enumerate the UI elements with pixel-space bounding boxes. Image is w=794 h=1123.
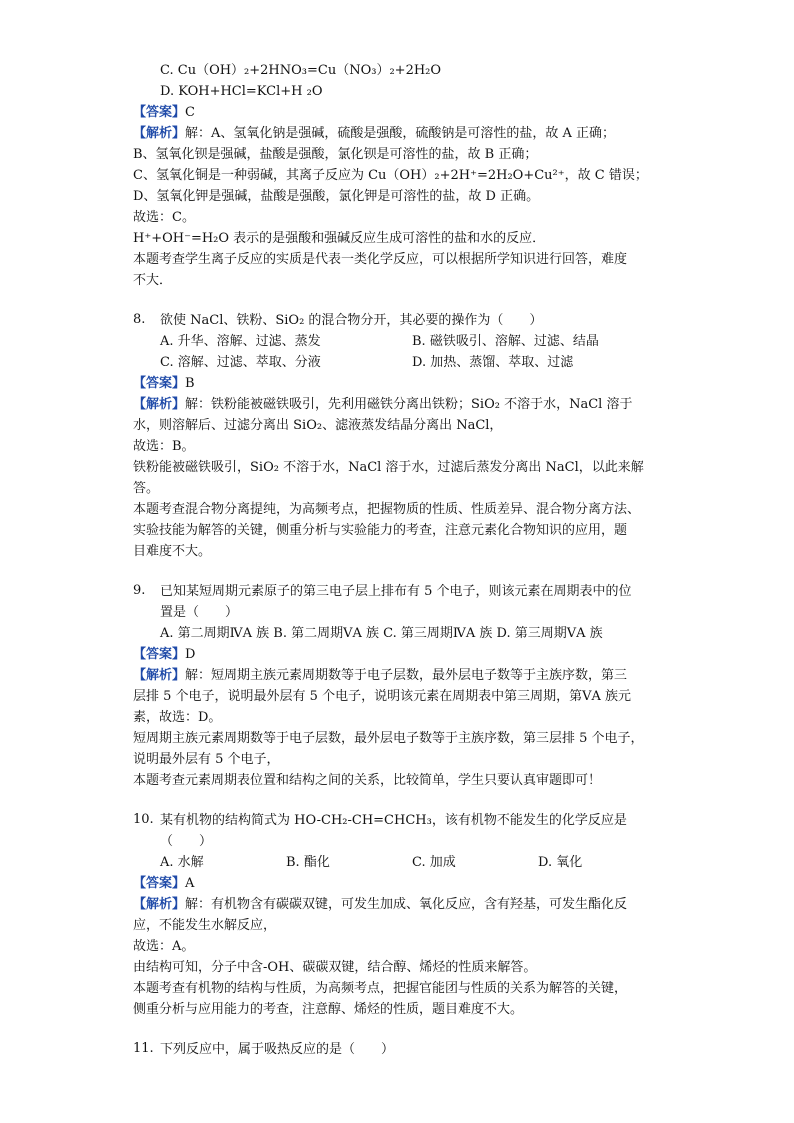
option-c: C. 溶解、过滤、萃取、分液	[160, 355, 321, 370]
analysis-label: 【解析】	[133, 668, 186, 683]
analysis-line: 水，则溶解后、过滤分离出 SiO₂、滤液蒸发结晶分离出 NaCl，	[133, 418, 503, 433]
analysis-line: 【解析】解：铁粉能被磁铁吸引，先利用磁铁分离出铁粉；SiO₂ 不溶于水，NaCl 溶于	[133, 397, 633, 412]
question-stem: 欲使 NaCl、铁粉、SiO₂ 的混合物分开，其必要的操作为（ ）	[160, 313, 543, 328]
option-c: C. 加成	[412, 855, 456, 870]
analysis-line: 【解析】解：短周期主族元素周期数等于电子层数，最外层电子数等于主族序数，第三	[133, 668, 628, 683]
answer-value: D	[185, 647, 196, 662]
option-d: D. 氧化	[538, 855, 583, 870]
question-stem: （ ）	[160, 834, 213, 849]
option-c: C. Cu（OH）₂+2HNO₃=Cu（NO₃）₂+2H₂O	[160, 63, 442, 78]
answer-label: 【答案】	[133, 647, 186, 662]
question-number: 8.	[133, 312, 146, 327]
analysis-line: 侧重分析与应用能力的考查，注意醇、烯烃的性质，题目难度不大。	[133, 1002, 524, 1017]
analysis-line: 答。	[133, 481, 160, 496]
answer-line	[133, 646, 195, 664]
answer-label: 【答案】	[133, 105, 186, 120]
analysis-line: B、氢氧化钡是强碱，盐酸是强酸，氯化钡是可溶性的盐，故 B 正确；	[133, 147, 538, 162]
question-stem: 已知某短周期元素原子的第三电子层上排布有 5 个电子，则该元素在周期表中的位	[160, 584, 632, 599]
option-d: D. KOH+HCl=KCl+H ₂O	[160, 84, 323, 99]
analysis-line: 短周期主族元素周期数等于电子层数，最外层电子数等于主族序数，第三层排 5 个电子，	[133, 731, 644, 746]
option-b: B. 磁铁吸引、溶解、过滤、结晶	[412, 334, 599, 349]
question-stem: 某有机物的结构简式为 HO-CH₂-CH=CHCH₃，该有机物不能发生的化学反应是	[160, 813, 627, 828]
analysis-label: 【解析】	[133, 126, 186, 141]
question-stem: 下列反应中，属于吸热反应的是（ ）	[160, 1042, 395, 1057]
analysis-line: 层排 5 个电子，说明最外层有 5 个电子，说明该元素在周期表中第三周期，第ⅤA 族元	[133, 689, 631, 704]
analysis-line: 应，不能发生水解反应，	[133, 918, 277, 933]
answer-line	[133, 375, 195, 393]
question-number: 10.	[133, 812, 154, 827]
question-number: 9.	[133, 583, 146, 598]
answer-label: 【答案】	[133, 876, 186, 891]
answer-value: B	[185, 376, 195, 391]
analysis-line: D、氢氧化钾是强碱，盐酸是强酸，氯化钾是可溶性的盐，故 D 正确。	[133, 189, 540, 204]
analysis-line: 故选：B。	[133, 439, 195, 454]
analysis-line: 目难度不大。	[133, 544, 212, 559]
options-line: A. 第二周期ⅣA 族 B. 第二周期ⅤA 族 C. 第三周期ⅣA 族 D. 第三周期ⅤA 族	[160, 626, 603, 641]
analysis-line: 故选：A。	[133, 939, 195, 954]
analysis-line: 铁粉能被磁铁吸引，SiO₂ 不溶于水，NaCl 溶于水，过滤后蒸发分离出 NaCl，以此来解	[133, 460, 644, 475]
analysis-line: 实验技能为解答的关键，侧重分析与实验能力的考查，注意元素化合物知识的应用，题	[133, 523, 628, 538]
analysis-line: 说明最外层有 5 个电子，	[133, 752, 280, 767]
answer-value: C	[185, 105, 195, 120]
analysis-line: 本题考查元素周期表位置和结构之间的关系，比较简单，学生只要认真审题即可！	[133, 773, 602, 788]
answer-line	[133, 875, 194, 893]
analysis-line: 由结构可知，分子中含-OH、碳碳双键，结合醇、烯烃的性质来解答。	[133, 960, 537, 975]
analysis-line: C、氢氧化铜是一种弱碱，其离子反应为 Cu（OH）₂+2H⁺=2H₂O+Cu²⁺，故 C 错误；	[133, 168, 648, 183]
question-stem: 置是（ ）	[160, 605, 239, 620]
analysis-line: H⁺+OH⁻=H₂O 表示的是强酸和强碱反应生成可溶性的盐和水的反应．	[133, 231, 546, 246]
analysis-label: 【解析】	[133, 897, 186, 912]
analysis-line: 不大．	[133, 273, 173, 288]
answer-value: A	[185, 876, 195, 891]
analysis-line: 本题考查混合物分离提纯，为高频考点，把握物质的性质、性质差异、混合物分离方法、	[133, 502, 641, 517]
option-b: B. 酯化	[286, 855, 330, 870]
answer-line	[133, 104, 195, 122]
analysis-line: 故选：C。	[133, 210, 195, 225]
analysis-line: 【解析】解：有机物含有碳碳双键，可发生加成、氧化反应，含有羟基，可发生酯化反	[133, 897, 628, 912]
option-a: A. 升华、溶解、过滤、蒸发	[160, 334, 321, 349]
option-d: D. 加热、蒸馏、萃取、过滤	[412, 355, 574, 370]
analysis-label: 【解析】	[133, 397, 186, 412]
analysis-line: 【解析】解：A、氢氧化钠是强碱，硫酸是强酸，硫酸钠是可溶性的盐，故 A 正确；	[133, 126, 616, 141]
analysis-line: 本题考查学生离子反应的实质是代表一类化学反应，可以根据所学知识进行回答，难度	[133, 252, 628, 267]
question-number: 11.	[133, 1041, 154, 1056]
analysis-line: 素，故选：D。	[133, 710, 222, 725]
analysis-line: 本题考查有机物的结构与性质，为高频考点，把握官能团与性质的关系为解答的关键，	[133, 981, 628, 996]
option-a: A. 水解	[160, 855, 204, 870]
answer-label: 【答案】	[133, 376, 186, 391]
